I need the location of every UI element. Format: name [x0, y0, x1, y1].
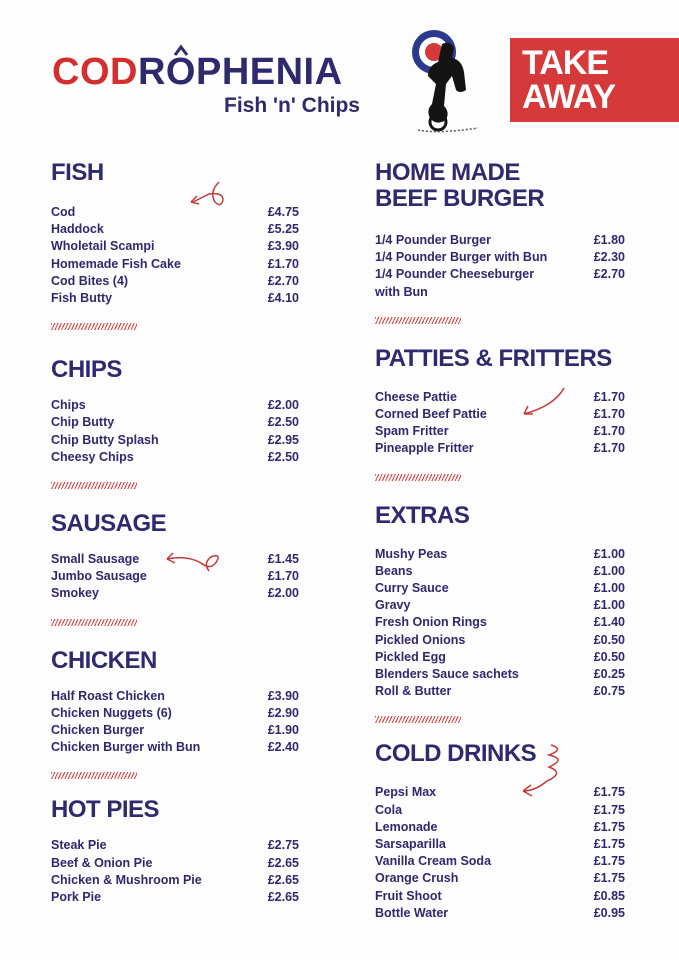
item-price: £3.90 — [267, 239, 299, 254]
item-name: 1/4 Pounder Burger with Bun — [375, 250, 548, 265]
menu-item — [51, 256, 299, 273]
menu-item — [375, 563, 625, 580]
section-title: HOT PIES — [51, 796, 160, 824]
takeaway-line-1: TAKE — [522, 44, 609, 82]
item-name: Gravy — [375, 598, 411, 613]
item-price: £2.00 — [267, 398, 299, 413]
item-price: £1.70 — [267, 569, 299, 584]
menu-item — [375, 649, 625, 666]
item-name: Cheesy Chips — [51, 449, 134, 464]
logo-o-arrow — [166, 50, 196, 94]
item-price: £3.90 — [267, 688, 299, 703]
menu-item — [375, 423, 625, 440]
arrow-up-icon — [173, 44, 189, 56]
item-name: 1/4 Pounder Cheeseburger with Bun — [375, 267, 535, 299]
item-price: £2.30 — [593, 250, 625, 265]
item-price: £1.75 — [593, 837, 625, 852]
menu-item — [51, 705, 299, 722]
item-list — [51, 688, 299, 757]
menu-item — [375, 632, 625, 649]
item-price: £1.75 — [593, 785, 625, 800]
section-title: FISH — [51, 159, 104, 186]
item-name: Cola — [375, 802, 403, 817]
item-price: £1.70 — [593, 424, 625, 439]
item-price: £1.75 — [593, 854, 625, 869]
item-price: £4.10 — [267, 291, 299, 306]
item-name: Cod Bites (4) — [51, 273, 129, 288]
item-price: £0.25 — [593, 667, 625, 682]
item-list — [51, 837, 299, 906]
logo-text-phenia: PHENIA — [195, 51, 343, 93]
scribble-arrow-icon — [520, 386, 568, 418]
item-name: Curry Sauce — [375, 581, 449, 596]
item-price: £1.45 — [267, 552, 299, 567]
section-patties-fritters — [375, 346, 625, 481]
menu-item — [51, 238, 299, 255]
section-title: COLD DRINKS — [375, 740, 537, 768]
item-price: £0.75 — [593, 684, 625, 699]
item-name: Smokey — [51, 586, 99, 601]
section-chips — [51, 357, 299, 489]
menu-item — [51, 855, 299, 872]
item-price: £1.90 — [267, 723, 299, 738]
item-price: £0.95 — [593, 905, 625, 920]
item-name: Fish Butty — [51, 291, 113, 306]
menu-item — [375, 819, 625, 836]
item-price: £1.00 — [593, 581, 625, 596]
menu-item — [375, 666, 625, 683]
item-name: Small Sausage — [51, 552, 140, 567]
item-name: Steak Pie — [51, 838, 107, 853]
menu-item — [375, 683, 625, 700]
item-price: £1.75 — [593, 802, 625, 817]
menu-left-column — [51, 160, 299, 906]
item-name: Pineapple Fritter — [375, 441, 474, 456]
item-name: Cod — [51, 205, 76, 219]
item-name: Spam Fritter — [375, 424, 449, 439]
section-beef-burger — [375, 160, 625, 324]
item-price: £0.50 — [593, 649, 625, 664]
menu-item — [51, 221, 299, 238]
section-chicken — [51, 648, 299, 780]
item-price: £2.00 — [267, 586, 299, 601]
item-name: Chicken Burger with Bun — [51, 740, 201, 755]
section-title-line-2: BEEF BURGER — [375, 185, 545, 212]
menu-item — [51, 872, 299, 889]
item-name: Haddock — [51, 222, 104, 237]
item-price: £1.75 — [593, 871, 625, 886]
section-title — [375, 160, 625, 212]
section-title: EXTRAS — [375, 501, 470, 529]
item-price: £1.00 — [593, 563, 625, 578]
item-price: £1.00 — [593, 546, 625, 561]
menu-item — [375, 905, 625, 922]
menu-item — [51, 837, 299, 854]
item-name: Pepsi Max — [375, 785, 437, 800]
item-price: £1.70 — [267, 256, 299, 271]
item-price: £2.70 — [267, 273, 299, 288]
section-fish — [51, 160, 299, 330]
item-price: £2.90 — [267, 705, 299, 720]
menu-item — [375, 614, 625, 631]
menu-item — [51, 204, 299, 221]
item-name: Chips — [51, 398, 86, 413]
menu-item — [51, 432, 299, 449]
item-name: Vanilla Cream Soda — [375, 854, 492, 869]
menu-item — [375, 406, 625, 423]
menu-item — [375, 266, 625, 300]
item-price: £5.25 — [267, 222, 299, 237]
menu-item — [375, 784, 625, 801]
item-name: Chicken & Mushroom Pie — [51, 872, 202, 887]
item-name: Chicken Burger — [51, 723, 145, 738]
item-price: £2.95 — [267, 432, 299, 447]
section-title: CHICKEN — [51, 646, 157, 674]
item-price: £1.00 — [593, 598, 625, 613]
item-price: £2.65 — [267, 872, 299, 887]
section-divider — [375, 317, 461, 324]
menu-item — [375, 546, 625, 563]
item-price: £0.85 — [593, 888, 625, 903]
item-name: Jumbo Sausage — [51, 569, 147, 584]
item-list — [375, 232, 625, 301]
item-name: Half Roast Chicken — [51, 688, 165, 703]
section-divider — [51, 482, 137, 489]
section-sausage — [51, 511, 299, 626]
item-price: £0.50 — [593, 632, 625, 647]
item-price: £1.70 — [593, 389, 625, 404]
menu-item — [375, 249, 625, 266]
logo-subtitle: Fish 'n' Chips — [224, 94, 360, 117]
item-name: Pork Pie — [51, 890, 102, 905]
menu-item — [375, 580, 625, 597]
item-name: Corned Beef Pattie — [375, 407, 487, 422]
item-name: Sarsaparilla — [375, 837, 446, 852]
section-title: PATTIES & FRITTERS — [375, 344, 612, 372]
item-price: £4.75 — [267, 205, 299, 219]
section-divider — [51, 323, 137, 330]
item-price: £2.75 — [267, 838, 299, 853]
item-name: 1/4 Pounder Burger — [375, 233, 491, 247]
logo-text-cod: COD — [52, 51, 138, 93]
takeaway-line-2: AWAY — [522, 78, 616, 116]
menu-item — [375, 888, 625, 905]
menu-item — [51, 397, 299, 414]
scribble-arrow-icon — [521, 741, 569, 799]
item-name: Beans — [375, 563, 413, 578]
item-name: Blenders Sauce sachets — [375, 667, 519, 682]
item-name: Orange Crush — [375, 871, 459, 886]
scribble-arrow-icon — [163, 549, 225, 575]
section-divider — [375, 716, 461, 723]
menu-item — [375, 836, 625, 853]
section-title: CHIPS — [51, 356, 122, 384]
section-extras — [375, 503, 625, 724]
item-name: Chip Butty — [51, 415, 115, 430]
item-name: Pickled Onions — [375, 632, 466, 647]
takeaway-banner — [510, 38, 679, 122]
menu-right-column — [375, 160, 625, 922]
scribble-arrow-icon — [189, 178, 229, 210]
item-price: £2.70 — [593, 267, 625, 282]
logo-wordmark — [52, 50, 382, 94]
menu-item — [375, 597, 625, 614]
item-price: £2.50 — [267, 415, 299, 430]
section-divider — [375, 474, 461, 481]
menu-item — [375, 389, 625, 406]
menu-item — [375, 802, 625, 819]
item-list — [375, 784, 625, 922]
menu-item — [375, 232, 625, 249]
menu-item — [51, 889, 299, 906]
item-list — [51, 204, 299, 307]
item-price: £2.65 — [267, 890, 299, 905]
item-list — [51, 397, 299, 466]
item-name: Bottle Water — [375, 905, 449, 920]
section-hot-pies — [51, 797, 299, 906]
item-name: Fruit Shoot — [375, 888, 442, 903]
menu-item — [51, 290, 299, 307]
menu-item — [375, 440, 625, 457]
item-price: £2.65 — [267, 855, 299, 870]
item-price: £1.75 — [593, 819, 625, 834]
menu-item — [51, 739, 299, 756]
item-name: Pickled Egg — [375, 649, 446, 664]
item-name: Roll & Butter — [375, 684, 452, 699]
item-name: Chip Butty Splash — [51, 432, 159, 447]
logo-text-r: R — [137, 51, 166, 93]
menu-item — [51, 688, 299, 705]
menu-item — [51, 449, 299, 466]
item-name: Beef & Onion Pie — [51, 855, 153, 870]
item-price: £1.70 — [593, 441, 625, 456]
menu-item — [51, 414, 299, 431]
section-cold-drinks — [375, 741, 625, 922]
item-name: Homemade Fish Cake — [51, 256, 181, 271]
item-name: Lemonade — [375, 819, 438, 834]
section-divider — [51, 619, 137, 626]
brand-logo — [52, 50, 382, 117]
item-name: Chicken Nuggets (6) — [51, 705, 172, 720]
item-price: £1.40 — [593, 615, 625, 630]
item-name: Mushy Peas — [375, 546, 448, 561]
mod-scooter-target-icon — [408, 26, 488, 134]
menu-item — [375, 870, 625, 887]
item-price: £2.50 — [267, 449, 299, 464]
item-name: Cheese Pattie — [375, 389, 457, 404]
logo-text-o: O — [165, 51, 196, 93]
section-title: SAUSAGE — [51, 510, 167, 538]
menu-item — [51, 585, 299, 602]
menu-item — [51, 273, 299, 290]
item-price: £2.40 — [267, 740, 299, 755]
item-price: £1.70 — [593, 407, 625, 422]
section-title-line-1: HOME MADE — [375, 159, 520, 186]
item-list — [375, 546, 625, 701]
item-list — [375, 389, 625, 458]
item-name: Fresh Onion Rings — [375, 615, 487, 630]
item-price: £1.80 — [593, 233, 625, 247]
section-divider — [51, 772, 137, 779]
item-name: Wholetail Scampi — [51, 239, 155, 254]
menu-item — [51, 722, 299, 739]
menu-item — [375, 853, 625, 870]
